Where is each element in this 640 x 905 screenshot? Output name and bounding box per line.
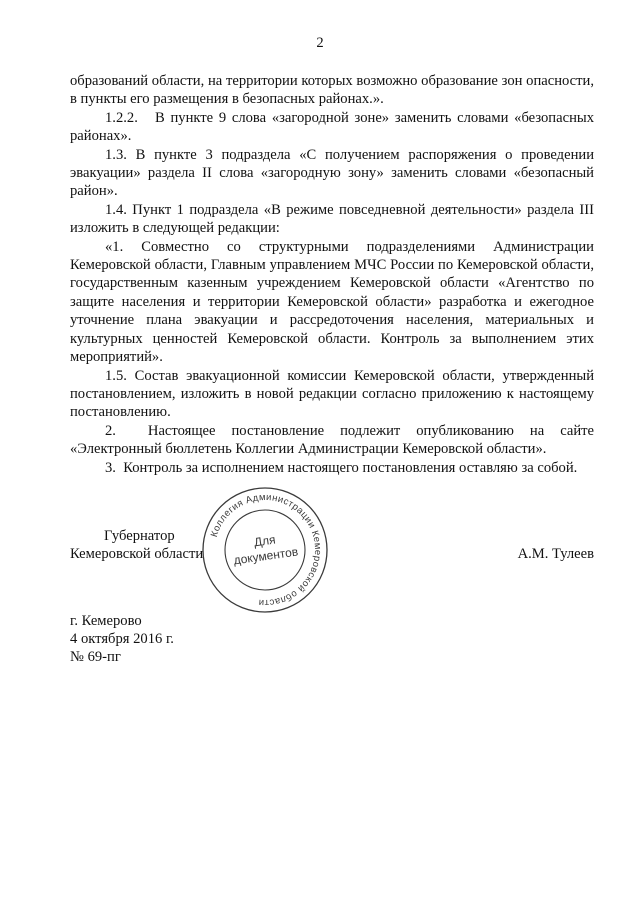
document-place: г. Кемерово: [70, 613, 142, 629]
paragraph: 1.5. Состав эвакуационной комиссии Кемеровской области, утвержденный постановлением, изложить в новой редакции согласно приложению к настоящему постановлению.: [70, 367, 594, 421]
paragraph: «1. Совместно со структурными подразделениями Администрации Кемеровской области, Главным управлением МЧС России по Кемеровской области, государственным казенным учреждением Кемеровской области «Агентство по защите населения и территории Кемеровской области» разработка и ежегодное уточнение плана эвакуации и рассредоточения населения, материальных и культурных ценностей Кемеровской области. Контроль за выполнением этих мероприятий».: [70, 238, 594, 366]
paragraph: образований области, на территории которых возможно образование зон опасности, в пункты его размещения в безопасных районах.».: [70, 73, 594, 108]
paragraph: 1.3. В пункте 3 подраздела «С получением распоряжения о проведении эвакуации» раздела II слова «загородную зону» заменить словами «безопасный район».: [70, 146, 594, 200]
signatory-title: Губернатор: [104, 528, 175, 544]
signatory-name: А.М. Тулеев: [517, 546, 594, 562]
paragraph: 1.2.2. В пункте 9 слова «загородной зоне» заменить словами «безопасных районах».: [70, 109, 594, 145]
stamp-center-line1: Для: [253, 532, 277, 550]
stamp-center-line2: документов: [232, 544, 299, 568]
paragraph: 1.4. Пункт 1 подраздела «В режиме повседневной деятельности» раздела III изложить в следующей редакции:: [70, 201, 594, 237]
paragraph: 3. Контроль за исполнением настоящего постановления оставляю за собой.: [105, 459, 578, 476]
signatory-organization: Кемеровской области: [70, 546, 204, 562]
official-stamp: [200, 485, 330, 615]
page-number: 2: [316, 35, 324, 51]
paragraph: 2. Настоящее постановление подлежит опубликованию на сайте «Электронный бюллетень Коллегии Администрации Кемеровской области».: [70, 422, 594, 458]
document-body: [70, 72, 594, 477]
stamp-ring-text: Коллегия Администрации Кемеровской области: [208, 491, 324, 609]
document-date: 4 октября 2016 г.: [70, 631, 174, 647]
document-number: № 69-пг: [70, 649, 121, 665]
